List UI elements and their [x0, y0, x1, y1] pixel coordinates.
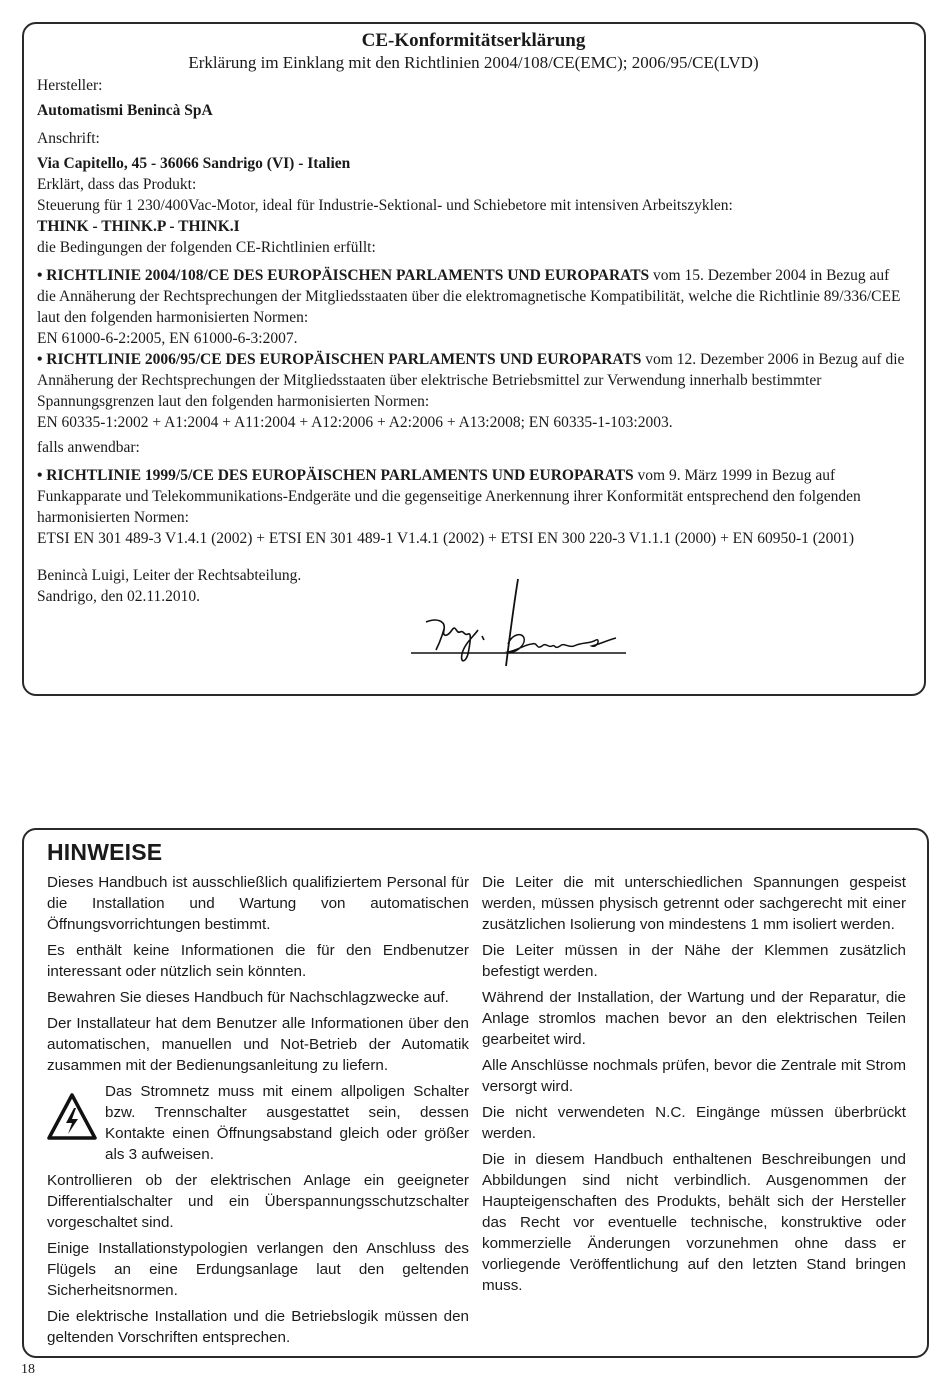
ce-subtitle: Erklärung im Einklang mit den Richtlinien 2004/108/CE(EMC); 2006/95/CE(LVD): [188, 53, 759, 72]
address: Via Capitello, 45 - 36066 Sandrigo (VI) - Italien: [37, 155, 351, 172]
directive-heading: • RICHTLINIE 2004/108/CE DES EUROPÄISCHEN PARLAMENTS UND EUROPARATS: [37, 267, 650, 284]
signature: [386, 574, 626, 674]
hints-left-column: [47, 872, 469, 1353]
hints-right-column: [482, 872, 906, 1301]
hint-paragraph: Die Leiter müssen in der Nähe der Klemmen zusätzlich befestigt werden.: [482, 942, 906, 980]
hint-paragraph: Es enthält keine Informationen die für den Endbenutzer interessant oder nützlich sein könnten.: [47, 942, 469, 980]
directive-2006-95: [37, 349, 910, 412]
directive-body: vom 9. März 1999 in Bezug auf Funkapparate und Telekommunikations-Endgeräte und die gegenseitige Anerkennung ihrer Konformität entsprechend den folgenden harmonisierten Normen:: [37, 467, 861, 526]
hints-box: [22, 828, 929, 1358]
hints-title: HINWEISE: [47, 839, 163, 865]
hint-paragraph: Kontrollieren ob der elektrischen Anlage ein geeigneter Differentialschalter und ein Überspannungsschutzschalter vorgeschaltet sind.: [47, 1172, 469, 1231]
directive-heading: • RICHTLINIE 1999/5/CE DES EUROPÄISCHEN PARLAMENTS UND EUROPARATS: [37, 467, 634, 484]
hint-paragraph: Die nicht verwendeten N.C. Eingänge müssen überbrückt werden.: [482, 1104, 906, 1142]
hint-paragraph: Alle Anschlüsse nochmals prüfen, bevor die Zentrale mit Strom versorgt wird.: [482, 1057, 906, 1095]
hint-paragraph: Während der Installation, der Wartung und der Reparatur, die Anlage stromlos machen bevor an den elektrischen Teilen gearbeitet wird.: [482, 989, 906, 1048]
hint-paragraph: Das Stromnetz muss mit einem allpoligen Schalter bzw. Trennschalter ausgestattet sein, dessen Kontakte einen Öffnungsabstand gleich oder größer als 3 aufweisen.: [105, 1083, 469, 1163]
hint-paragraph: Dieses Handbuch ist ausschließlich qualifiziertem Personal für die Installation und Wartung von automatischen Öffnungsvorrichtungen bestimmt.: [47, 874, 469, 933]
address-label: Anschrift:: [37, 130, 100, 147]
directive-heading: • RICHTLINIE 2006/95/CE DES EUROPÄISCHEN PARLAMENTS UND EUROPARATS: [37, 351, 642, 368]
directive-norms: ETSI EN 301 489-3 V1.4.1 (2002) + ETSI EN 301 489-1 V1.4.1 (2002) + ETSI EN 300 220-3 V1.1.1 (2000) + EN 60950-1 (2001): [37, 530, 855, 547]
declares-text: Erklärt, dass das Produkt:: [37, 176, 197, 193]
place-date: Sandrigo, den 02.11.2010.: [37, 588, 201, 605]
hint-paragraph: Bewahren Sie dieses Handbuch für Nachschlagzwecke auf.: [47, 989, 449, 1006]
product-description: Steuerung für 1 230/400Vac-Motor, ideal für Industrie-Sektional- und Schiebetore mit intensiven Arbeitszyklen:: [37, 197, 733, 214]
hint-paragraph: Der Installateur hat dem Benutzer alle Informationen über den automatischen, manuellen und Not-Betrieb der Automatik zusammen mit der Bedienungsanleitung zu liefern.: [47, 1015, 469, 1074]
directive-body: vom 12. Dezember 2006 in Bezug auf die Annäherung der Rechtsprechungen der Mitgliedsstaaten über elektrische Betriebsmittel zur Verwendung innerhalb bestimmter Spannungsgrenzen laut den folgenden harmonisierten Normen:: [37, 351, 905, 410]
electrical-warning: [47, 1081, 469, 1165]
ce-title: CE-Konformitätserklärung: [361, 30, 586, 51]
manufacturer-name: Automatismi Benincà SpA: [37, 102, 213, 119]
hint-paragraph: Die Leiter die mit unterschiedlichen Spannungen gespeist werden, müssen physisch getrennt oder sachgerecht mit einer zusätzlichen Isolierung von mindestens 1 mm isoliert werden.: [482, 874, 906, 933]
directive-norms: EN 61000-6-2:2005, EN 61000-6-3:2007.: [37, 330, 298, 347]
directive-norms: EN 60335-1:2002 + A1:2004 + A11:2004 + A12:2006 + A2:2006 + A13:2008; EN 60335-1-103:2003.: [37, 414, 673, 431]
hint-paragraph: Die in diesem Handbuch enthaltenen Beschreibungen und Abbildungen sind nicht verbindlich. Ausgenommen der Haupteigenschaften des Produkts, behält sich der Hersteller das Recht vor eventuelle technische, konstruktive oder kommerzielle Änderungen vorzunehmen ohne dass er vorliegende Veröffentlichung auf den letzten Stand bringen muss.: [482, 1151, 906, 1294]
page-number: 18: [21, 1362, 35, 1377]
if-applicable-text: falls anwendbar:: [37, 439, 140, 456]
directive-1999-5: [37, 465, 910, 528]
signatory: Benincà Luigi, Leiter der Rechtsabteilung.: [37, 567, 302, 584]
directive-2004-108: [37, 265, 910, 328]
conditions-text: die Bedingungen der folgenden CE-Richtlinien erfüllt:: [37, 239, 376, 256]
hint-paragraph: Die elektrische Installation und die Betriebslogik müssen den geltenden Vorschriften entsprechen.: [47, 1308, 469, 1346]
hint-paragraph: Einige Installationstypologien verlangen den Anschluss des Flügels an eine Erdungsanlage laut den geltenden Sicherheitsnormen.: [47, 1240, 469, 1299]
directive-body: vom 15. Dezember 2004 in Bezug auf die Annäherung der Rechtsprechungen der Mitgliedsstaaten über die elektromagnetische Kompatibilität, welche die Richtlinie 89/336/CEE laut den folgenden harmonisierten Normen:: [37, 267, 901, 326]
ce-declaration-box: [22, 22, 926, 696]
manufacturer-label: Hersteller:: [37, 77, 103, 94]
high-voltage-warning-icon: [47, 1087, 97, 1147]
product-models: THINK - THINK.P - THINK.I: [37, 218, 240, 235]
